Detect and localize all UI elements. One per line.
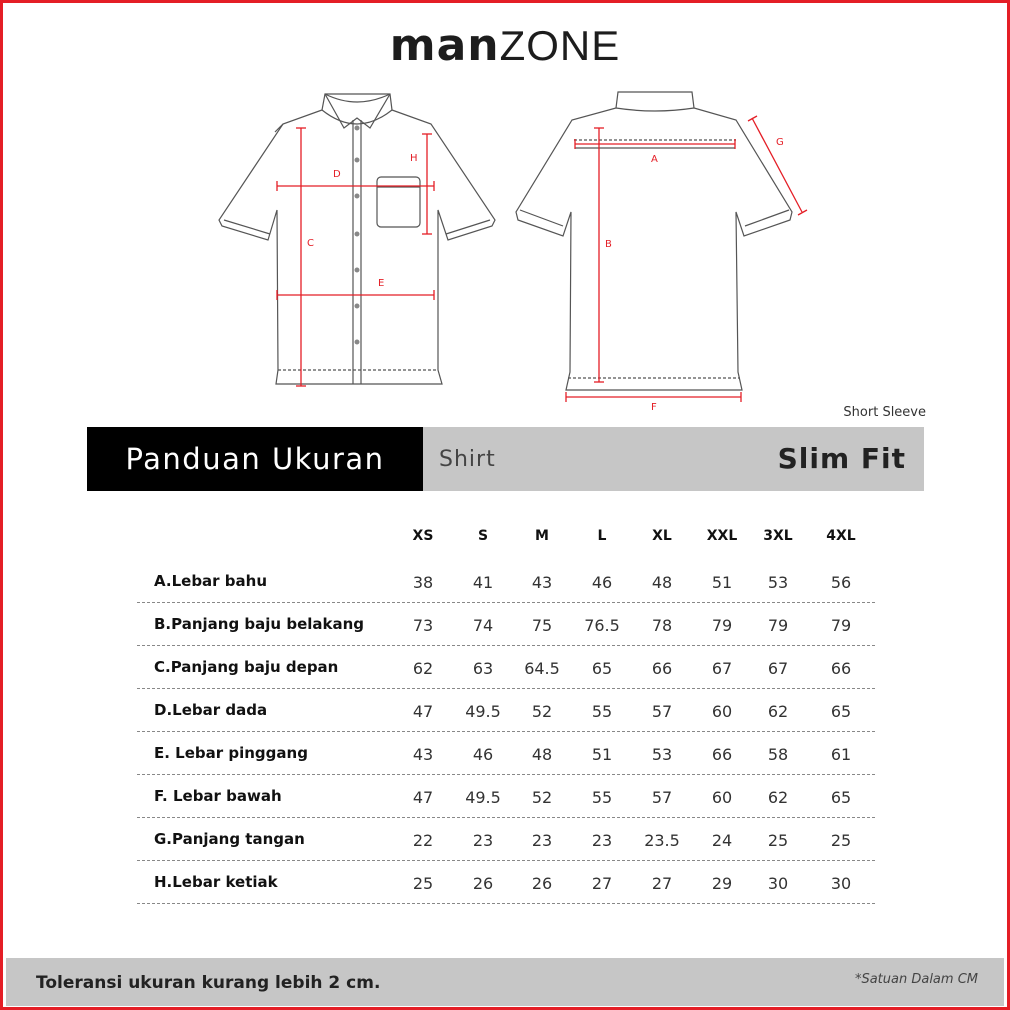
table-cell: 52: [531, 788, 553, 807]
table-cell: 60: [711, 788, 733, 807]
table-cell: 62: [412, 659, 434, 678]
row-label: G.Panjang tangan: [154, 830, 305, 848]
table-cell: 79: [830, 616, 852, 635]
row-divider: [137, 688, 875, 689]
label-c: C: [307, 238, 314, 249]
table-cell: 43: [531, 573, 553, 592]
label-d: D: [333, 169, 341, 180]
size-header-m: M: [535, 528, 549, 544]
back-shirt-illustration: [516, 92, 792, 390]
size-header-xl: XL: [652, 528, 672, 544]
row-label: H.Lebar ketiak: [154, 873, 278, 891]
footer-bar: [6, 958, 1004, 1006]
table-cell: 23.5: [644, 831, 680, 850]
label-b: B: [605, 239, 612, 250]
table-cell: 55: [591, 788, 613, 807]
table-cell: 51: [591, 745, 613, 764]
table-cell: 62: [767, 702, 789, 721]
unit-note: *Satuan Dalam CM: [854, 972, 978, 987]
table-cell: 61: [830, 745, 852, 764]
table-cell: 79: [711, 616, 733, 635]
table-cell: 26: [472, 874, 494, 893]
label-e: E: [378, 278, 385, 289]
table-cell: 57: [651, 788, 673, 807]
row-label: C.Panjang baju depan: [154, 658, 339, 676]
banner-fit: Slim Fit: [777, 442, 906, 475]
table-cell: 75: [531, 616, 553, 635]
table-cell: 73: [412, 616, 434, 635]
row-divider: [137, 903, 875, 904]
row-label: E. Lebar pinggang: [154, 744, 308, 762]
table-cell: 56: [830, 573, 852, 592]
row-divider: [137, 645, 875, 646]
table-cell: 25: [830, 831, 852, 850]
table-cell: 41: [472, 573, 494, 592]
size-header-3xl: 3XL: [763, 528, 793, 544]
front-shirt-illustration: [219, 94, 495, 384]
table-cell: 63: [472, 659, 494, 678]
table-cell: 25: [767, 831, 789, 850]
table-cell: 66: [651, 659, 673, 678]
table-cell: 48: [651, 573, 673, 592]
label-a: A: [651, 154, 658, 165]
table-cell: 57: [651, 702, 673, 721]
table-cell: 43: [412, 745, 434, 764]
banner-title: Panduan Ukuran: [87, 427, 423, 491]
label-f: F: [651, 402, 657, 413]
table-cell: 53: [767, 573, 789, 592]
row-divider: [137, 731, 875, 732]
table-cell: 53: [651, 745, 673, 764]
table-cell: 78: [651, 616, 673, 635]
row-divider: [137, 774, 875, 775]
size-guide-banner: [87, 427, 924, 491]
table-cell: 64.5: [524, 659, 560, 678]
table-cell: 65: [591, 659, 613, 678]
table-cell: 49.5: [465, 702, 501, 721]
table-cell: 60: [711, 702, 733, 721]
table-cell: 65: [830, 702, 852, 721]
sleeve-type-note: Short Sleeve: [843, 405, 926, 420]
table-cell: 47: [412, 788, 434, 807]
row-label: F. Lebar bawah: [154, 787, 282, 805]
table-cell: 26: [531, 874, 553, 893]
table-cell: 55: [591, 702, 613, 721]
table-cell: 51: [711, 573, 733, 592]
label-g: G: [776, 137, 784, 148]
size-header-s: S: [477, 528, 489, 544]
row-divider: [137, 817, 875, 818]
table-cell: 46: [472, 745, 494, 764]
table-cell: 24: [711, 831, 733, 850]
table-cell: 65: [830, 788, 852, 807]
size-header-4xl: 4XL: [826, 528, 856, 544]
table-cell: 66: [711, 745, 733, 764]
table-cell: 38: [412, 573, 434, 592]
table-cell: 22: [412, 831, 434, 850]
table-cell: 66: [830, 659, 852, 678]
table-cell: 23: [591, 831, 613, 850]
table-cell: 79: [767, 616, 789, 635]
table-cell: 23: [531, 831, 553, 850]
table-cell: 67: [767, 659, 789, 678]
table-cell: 62: [767, 788, 789, 807]
label-h: H: [410, 153, 418, 164]
table-cell: 49.5: [465, 788, 501, 807]
shirt-diagram: [0, 0, 1010, 420]
table-cell: 76.5: [584, 616, 620, 635]
table-cell: 30: [830, 874, 852, 893]
row-label: A.Lebar bahu: [154, 572, 268, 590]
tolerance-note: Toleransi ukuran kurang lebih 2 cm.: [36, 973, 381, 993]
logo-wordmark-light: ZONE: [499, 22, 621, 69]
table-cell: 46: [591, 573, 613, 592]
table-cell: 47: [412, 702, 434, 721]
row-label: B.Panjang baju belakang: [154, 615, 365, 633]
table-cell: 67: [711, 659, 733, 678]
row-divider: [137, 602, 875, 603]
logo-wordmark-bold: man: [389, 20, 500, 71]
row-divider: [137, 860, 875, 861]
table-cell: 29: [711, 874, 733, 893]
banner-category: Shirt: [439, 447, 496, 472]
table-cell: 27: [651, 874, 673, 893]
table-cell: 23: [472, 831, 494, 850]
size-header-l: L: [597, 528, 607, 544]
table-cell: 74: [472, 616, 494, 635]
size-header-xxl: XXL: [706, 528, 738, 544]
table-cell: 25: [412, 874, 434, 893]
table-cell: 58: [767, 745, 789, 764]
row-label: D.Lebar dada: [154, 701, 268, 719]
table-cell: 52: [531, 702, 553, 721]
table-cell: 48: [531, 745, 553, 764]
size-header-xs: XS: [412, 528, 434, 544]
table-cell: 27: [591, 874, 613, 893]
table-cell: 30: [767, 874, 789, 893]
